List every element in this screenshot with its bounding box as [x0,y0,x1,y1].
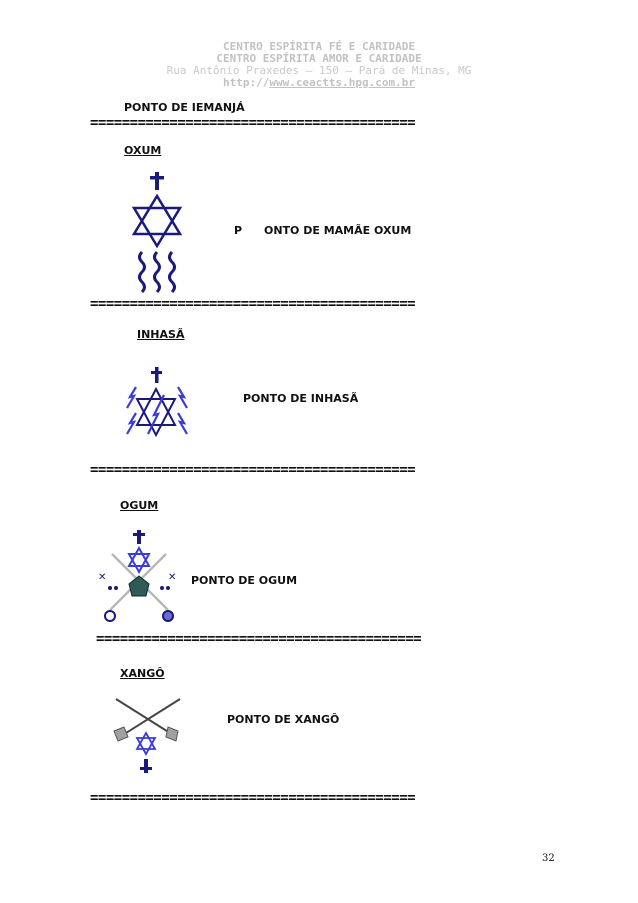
cross-icon [133,530,145,544]
header-org-1: CENTRO ESPÍRITA FÉ E CARIDADE [222,40,416,53]
ponto-iemanja-title: PONTO DE IEMANJÁ [124,101,245,114]
inverted-cross-icon [140,759,152,773]
ogum-heading: OGUM [120,499,159,512]
xango-label: PONTO DE XANGÔ [227,713,340,726]
oxum-symbol-icon [128,170,188,295]
svg-text:✕: ✕ [98,572,107,583]
axe-head-left-icon [114,727,128,741]
hilt-icon [105,611,173,621]
oxum-label: ONTO DE MAMÃE OXUM [264,224,412,237]
oxum-label-letter: P [234,224,243,237]
separator-5: ========================================= [90,791,416,805]
svg-text:✕: ✕ [168,572,177,583]
url-prefix: http:// [222,76,270,89]
xango-symbol-icon [108,695,188,777]
axe-head-right-icon [166,727,178,741]
oxum-heading: OXUM [124,144,162,157]
separator-3: ========================================= [90,463,416,477]
star-of-david-icon [137,733,155,754]
ogum-symbol-icon [96,528,182,626]
star-of-david-icon [129,548,149,572]
header-address: Rua Antônio Praxedes – 150 – Pará de Minas, MG [166,64,472,77]
website-link[interactable]: www.ceactts.hpg.com.br [269,76,416,89]
inhasa-symbol-icon [118,365,196,440]
inhasa-label: PONTO DE INHASÃ [243,392,359,405]
separator-1: ========================================= [90,116,416,130]
cross-icon [151,367,162,383]
header-org-2: CENTRO ESPÍRITA AMOR E CARIDADE [216,52,422,65]
ogum-label: PONTO DE OGUM [191,574,298,587]
separator-2: ========================================= [90,297,416,311]
pentagon-shield-icon [129,576,149,596]
separator-4: ========================================= [96,632,422,646]
inhasa-heading: INHASÃ [137,328,185,341]
page-number: 32 [542,853,555,864]
lightning-bolts-icon [127,387,187,434]
xango-heading: XANGÔ [120,667,165,680]
water-waves-icon [140,252,175,292]
star-of-david-icon [134,196,180,246]
cross-icon [150,172,164,190]
header-url [0,77,638,88]
